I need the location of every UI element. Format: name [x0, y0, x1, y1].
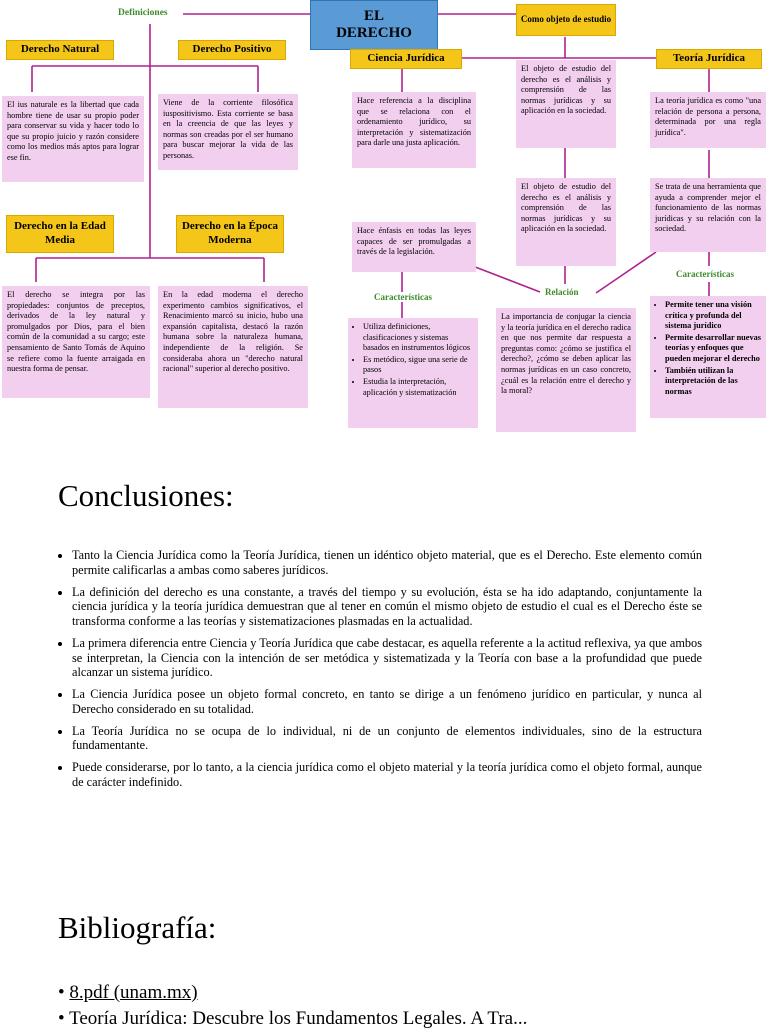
media-text-box: El derecho se integra por las propiedades: conjuntos de preceptos, derivados de la ley natural y promulgados por Dios, para el bien común de la comunidad a su cargo; este pensamiento de Santo Tomás de Aquino se refiere como la fuente arraigada en nuestra forma de pensar.	[2, 286, 150, 398]
teoria-text-box: La teoría jurídica es como "una relación de persona a persona, determinada por una regla jurídica".	[650, 92, 766, 148]
list-item: • La definición del derecho es una constante, a través del tiempo y su evolución, ésta se ha ido adaptando, conjuntamente la ciencia jurídica y la teoría jurídica demuestran que al tener en común el mismo objeto de estudio el cual es el Derecho éste se transforma conforme a las teorías y sistematizaciones plasmadas en la actualidad.	[72, 585, 702, 629]
list-item: • Es metódico, sigue una serie de pasos	[363, 355, 473, 376]
bib-link-unam[interactable]: 8.pdf (unam.mx)	[69, 982, 198, 1003]
caract-left-list	[353, 322, 473, 398]
caract-right-box	[650, 296, 766, 418]
ciencia-text-box: Hace referencia a la disciplina que se relaciona con el ordenamiento jurídico, su interpretación y sistematización para darle una justa aplicación.	[352, 92, 476, 168]
list-item	[58, 1008, 527, 1028]
map-title-line1: EL	[363, 8, 384, 24]
list-item: • La primera diferencia entre Ciencia y Teoría Jurídica que cabe destacar, es aquella referente a la actitud reflexiva, ya que ambos se interpretan, la Ciencia con la intención de ser metódica y sistematizada y la Teoría con base a la profundidad que puede alcanzar un sistema jurídico.	[72, 636, 702, 680]
list-item: • Tanto la Ciencia Jurídica como la Teoría Jurídica, tienen un idéntico objeto material, que es el Derecho. Este elemento común permite calificarlas a ambas como saberes jurídicos.	[72, 548, 702, 578]
moderna-text-box: En la edad moderna el derecho experimento cambios significativos, el Renacimiento marcó su inicio, hubo una expansión capitalista, destacó la razón humana sobre la naturaleza humana, independiente de la religión. Se consideraba ahora un "derecho natural racional" superior al derecho positivo.	[158, 286, 308, 408]
list-item: • Permite desarrollar nuevas teorías y enfoques que pueden mejorar el derecho	[665, 333, 761, 365]
objeto-estudio-box: Como objeto de estudio	[516, 4, 616, 36]
herramienta-text-box: Se trata de una herramienta que ayuda a comprender mejor el funcionamiento de las normas jurídicas y su relación con la sociedad.	[650, 178, 766, 252]
epoca-moderna-box: Derecho en la Época Moderna	[176, 215, 284, 253]
objeto-text-box-2: El objeto de estudio del derecho es el análisis y comprensión de las normas jurídicas y su aplicación en la sociedad.	[516, 178, 616, 266]
list-item: • Permite tener una visión crítica y profunda del sistema jurídico	[665, 300, 761, 332]
bibliografia-heading: Bibliografía:	[58, 910, 217, 945]
natural-text-box: El ius naturale es la libertad que cada hombre tiene de usar su propio poder para conservar su vida y hacer todo lo que su propio juicio y razón considere como los medios más aptos para lograr ese fin.	[2, 96, 144, 182]
caracteristicas-left-label: Características	[374, 292, 432, 302]
conclusiones-list	[58, 548, 702, 790]
ciencia-juridica-box: Ciencia Jurídica	[350, 49, 462, 69]
conclusiones-heading: Conclusiones:	[58, 478, 234, 513]
bibliografia-list	[58, 982, 527, 1028]
list-item: • También utilizan la interpretación de las normas	[665, 366, 761, 398]
map-title-line2: DERECHO	[336, 25, 412, 41]
derecho-natural-box: Derecho Natural	[6, 40, 114, 60]
edad-media-box: Derecho en la Edad Media	[6, 215, 114, 253]
bullet: •	[58, 982, 70, 1003]
relacion-text-box: La importancia de conjugar la ciencia y la teoría jurídica en el derecho radica en que nos permite dar respuesta a preguntas como: ¿cómo se justifica el derecho?, ¿cómo se deben aplicar las normas jurídicas en un caso concreto, ¿cuál es la relación entre el derecho y la moral?	[496, 308, 636, 432]
list-item	[58, 982, 527, 1008]
relacion-label: Relación	[545, 287, 579, 297]
list-item: • Puede considerarse, por lo tanto, a la ciencia jurídica como el objeto material y la teoría jurídica como el objeto formal, aunque de carácter indefinido.	[72, 760, 702, 790]
teoria-juridica-box: Teoría Jurídica	[656, 49, 762, 69]
conclusiones-list-container	[58, 548, 702, 797]
enfasis-text-box: Hace énfasis en todas las leyes capaces de ser promulgadas a través de la legislación.	[352, 222, 476, 272]
caract-left-box	[348, 318, 478, 428]
list-item: • Utiliza definiciones, clasificaciones y sistemas basados en instrumentos lógicos	[363, 322, 473, 354]
bib-entry-teoria[interactable]: Teoría Jurídica: Descubre los Fundamentos Legales. A Tra...	[69, 1008, 528, 1028]
objeto-text-box-1: El objeto de estudio del derecho es el análisis y comprensión de las normas jurídicas y su aplicación en la sociedad.	[516, 60, 616, 148]
definiciones-label: Definiciones	[118, 8, 168, 18]
map-title	[310, 0, 438, 50]
positivo-text-box: Viene de la corriente filosófica iuspositivismo. Esta corriente se basa en la creencia de que las leyes y normas son creadas por el ser humano para buscar mejorar la vida de las personas.	[158, 94, 298, 170]
derecho-positivo-box: Derecho Positivo	[178, 40, 286, 60]
list-item: • La Ciencia Jurídica posee un objeto formal concreto, en tanto se dirige a un fenómeno jurídico en particular, y nunca al Derecho considerado en su totalidad.	[72, 687, 702, 717]
caract-right-list	[655, 300, 761, 397]
bullet: •	[58, 1008, 70, 1028]
caracteristicas-right-label: Características	[676, 269, 734, 279]
list-item: • La Teoría Jurídica no se ocupa de lo individual, ni de un conjunto de elementos individuales, sino de la estructura fundamentante.	[72, 724, 702, 754]
list-item: • Estudia la interpretación, aplicación y sistematización	[363, 377, 473, 398]
